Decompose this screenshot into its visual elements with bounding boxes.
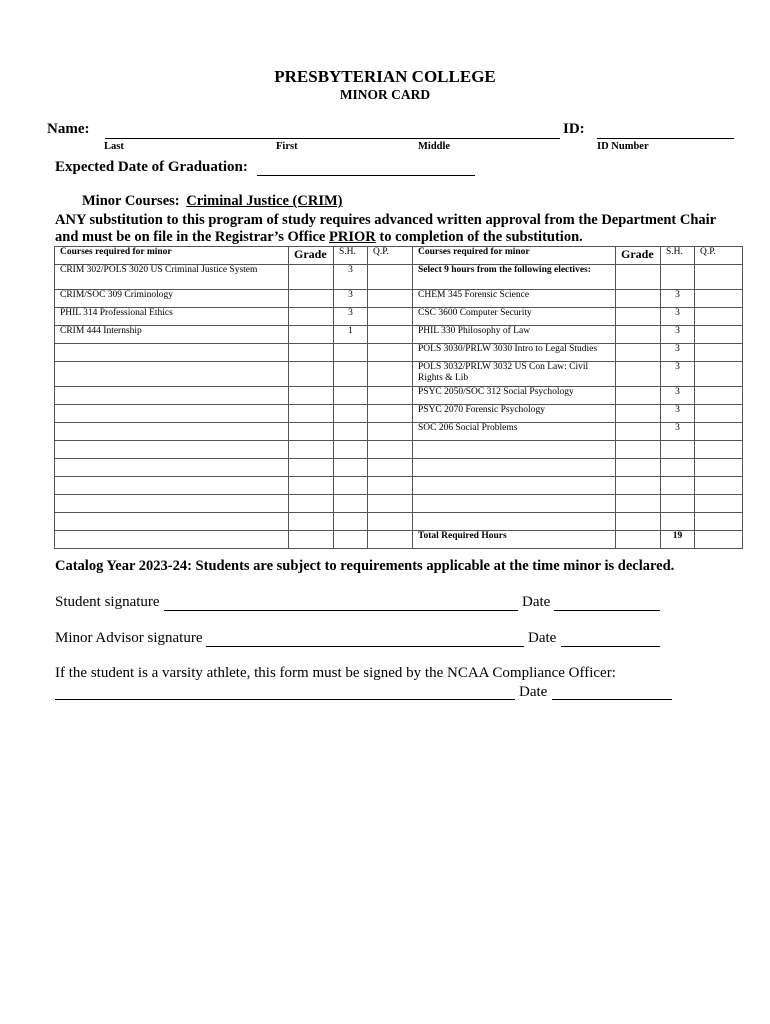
table-row	[55, 405, 743, 423]
left-grade-cell[interactable]	[289, 290, 334, 308]
right-grade-cell[interactable]	[616, 265, 661, 290]
header-grade-right: Grade	[616, 247, 661, 265]
table-row	[55, 265, 743, 290]
right-course-cell: CSC 3600 Computer Security	[413, 308, 616, 326]
id-input[interactable]	[597, 138, 734, 139]
minor-heading	[82, 193, 343, 210]
left-sh-cell: 1	[334, 326, 368, 344]
empty-row	[55, 441, 743, 459]
right-qp-cell[interactable]	[695, 423, 743, 441]
total-row	[55, 531, 743, 549]
right-grade-cell[interactable]	[616, 326, 661, 344]
id-number-caption: ID Number	[597, 141, 649, 152]
left-qp-cell[interactable]	[368, 265, 413, 290]
graduation-label: Expected Date of Graduation:	[55, 159, 248, 175]
ncaa-date-input[interactable]	[552, 699, 672, 700]
right-course-cell: CHEM 345 Forensic Science	[413, 290, 616, 308]
name-label: Name:	[47, 121, 90, 137]
right-grade-cell[interactable]	[616, 308, 661, 326]
right-sh-cell: 3	[661, 405, 695, 423]
right-grade-cell[interactable]	[616, 290, 661, 308]
left-sh-cell	[334, 344, 368, 362]
left-course-cell	[55, 405, 289, 423]
right-course-cell: POLS 3032/PRLW 3032 US Con Law: Civil Rights & Lib	[413, 362, 616, 387]
left-grade-cell[interactable]	[289, 387, 334, 405]
left-sh-cell	[334, 362, 368, 387]
right-course-cell: SOC 206 Social Problems	[413, 423, 616, 441]
left-qp-cell[interactable]	[368, 326, 413, 344]
left-course-cell: CRIM 444 Internship	[55, 326, 289, 344]
first-name-caption: First	[276, 141, 298, 152]
right-sh-cell: 3	[661, 423, 695, 441]
table-row	[55, 290, 743, 308]
table-header-row	[55, 247, 743, 265]
left-course-cell	[55, 362, 289, 387]
middle-name-caption: Middle	[418, 141, 451, 152]
advisor-date-label: Date	[528, 630, 557, 646]
left-grade-cell[interactable]	[289, 362, 334, 387]
student-date-input[interactable]	[554, 610, 660, 611]
empty-row	[55, 477, 743, 495]
right-qp-cell[interactable]	[695, 308, 743, 326]
left-sh-cell	[334, 423, 368, 441]
left-sh-cell: 3	[334, 290, 368, 308]
left-course-cell: PHIL 314 Professional Ethics	[55, 308, 289, 326]
left-qp-cell[interactable]	[368, 423, 413, 441]
right-qp-cell[interactable]	[695, 362, 743, 387]
advisor-date-input[interactable]	[561, 646, 660, 647]
right-sh-cell: 3	[661, 326, 695, 344]
header-qp-right: Q.P.	[695, 247, 743, 265]
left-grade-cell[interactable]	[289, 423, 334, 441]
left-grade-cell[interactable]	[289, 344, 334, 362]
table-row	[55, 387, 743, 405]
left-course-cell	[55, 423, 289, 441]
left-qp-cell[interactable]	[368, 405, 413, 423]
right-qp-cell[interactable]	[695, 344, 743, 362]
right-course-cell: POLS 3030/PRLW 3030 Intro to Legal Studies	[413, 344, 616, 362]
header-courses-left: Courses required for minor	[55, 247, 289, 265]
minor-prefix: Minor Courses:	[82, 193, 180, 209]
left-qp-cell[interactable]	[368, 344, 413, 362]
header-sh-right: S.H.	[661, 247, 695, 265]
table-row	[55, 308, 743, 326]
header-grade-left: Grade	[289, 247, 334, 265]
catalog-note: Catalog Year 2023-24: Students are subject to requirements applicable at the time minor is declared.	[55, 558, 675, 574]
minor-name: Criminal Justice (CRIM)	[186, 193, 343, 209]
left-qp-cell[interactable]	[368, 308, 413, 326]
substitution-notice	[55, 212, 735, 246]
left-grade-cell[interactable]	[289, 326, 334, 344]
left-sh-cell: 3	[334, 265, 368, 290]
empty-row	[55, 495, 743, 513]
left-course-cell	[55, 387, 289, 405]
right-course-cell: PSYC 2070 Forensic Psychology	[413, 405, 616, 423]
right-course-cell: PSYC 2050/SOC 312 Social Psychology	[413, 387, 616, 405]
notice-text-1: ANY substitution to this program of study requires advanced written approval from the Department Chair and must be on file in the Registrar’s Office	[55, 212, 716, 245]
header-qp-left: Q.P.	[368, 247, 413, 265]
right-qp-cell[interactable]	[695, 265, 743, 290]
advisor-signature-input[interactable]	[206, 646, 524, 647]
right-sh-cell: 3	[661, 387, 695, 405]
header-sh-left: S.H.	[334, 247, 368, 265]
graduation-date-input[interactable]	[257, 175, 475, 176]
table-row	[55, 344, 743, 362]
notice-prior: PRIOR	[329, 229, 376, 245]
empty-row	[55, 513, 743, 531]
left-sh-cell: 3	[334, 308, 368, 326]
ncaa-signature-input[interactable]	[55, 699, 515, 700]
course-table	[54, 246, 743, 549]
right-sh-cell	[661, 265, 695, 290]
left-qp-cell[interactable]	[368, 387, 413, 405]
left-qp-cell[interactable]	[368, 362, 413, 387]
empty-row	[55, 459, 743, 477]
right-course-cell: Select 9 hours from the following electives:	[413, 265, 616, 290]
college-title: PRESBYTERIAN COLLEGE	[274, 67, 496, 86]
right-qp-cell[interactable]	[695, 405, 743, 423]
right-grade-cell[interactable]	[616, 344, 661, 362]
left-qp-cell[interactable]	[368, 290, 413, 308]
right-qp-cell[interactable]	[695, 326, 743, 344]
name-input[interactable]	[105, 138, 560, 139]
ncaa-date-label: Date	[519, 684, 548, 700]
student-signature-input[interactable]	[164, 610, 518, 611]
table-row	[55, 326, 743, 344]
left-sh-cell	[334, 387, 368, 405]
right-course-cell: PHIL 330 Philosophy of Law	[413, 326, 616, 344]
table-row	[55, 362, 743, 387]
left-course-cell	[55, 344, 289, 362]
right-grade-cell[interactable]	[616, 423, 661, 441]
advisor-signature-label: Minor Advisor signature	[55, 630, 203, 646]
total-hours-label: Total Required Hours	[413, 531, 616, 549]
right-grade-cell[interactable]	[616, 405, 661, 423]
student-date-label: Date	[522, 594, 551, 610]
left-grade-cell[interactable]	[289, 265, 334, 290]
left-course-cell: CRIM 302/POLS 3020 US Criminal Justice System	[55, 265, 289, 290]
right-grade-cell[interactable]	[616, 387, 661, 405]
left-sh-cell	[334, 405, 368, 423]
right-sh-cell: 3	[661, 308, 695, 326]
id-label: ID:	[563, 121, 585, 137]
left-grade-cell[interactable]	[289, 308, 334, 326]
student-signature-label: Student signature	[55, 594, 160, 610]
right-qp-cell[interactable]	[695, 290, 743, 308]
form-subtitle: MINOR CARD	[339, 87, 431, 102]
notice-text-2: to completion of the substitution.	[375, 229, 583, 245]
right-sh-cell: 3	[661, 290, 695, 308]
ncaa-note: If the student is a varsity athlete, this form must be signed by the NCAA Compliance Officer:	[55, 665, 616, 681]
left-course-cell: CRIM/SOC 309 Criminology	[55, 290, 289, 308]
right-sh-cell: 3	[661, 344, 695, 362]
right-qp-cell[interactable]	[695, 387, 743, 405]
table-row	[55, 423, 743, 441]
right-grade-cell[interactable]	[616, 362, 661, 387]
last-name-caption: Last	[104, 141, 124, 152]
total-hours-value: 19	[661, 531, 695, 549]
header-courses-right: Courses required for minor	[413, 247, 616, 265]
left-grade-cell[interactable]	[289, 405, 334, 423]
right-sh-cell: 3	[661, 362, 695, 387]
